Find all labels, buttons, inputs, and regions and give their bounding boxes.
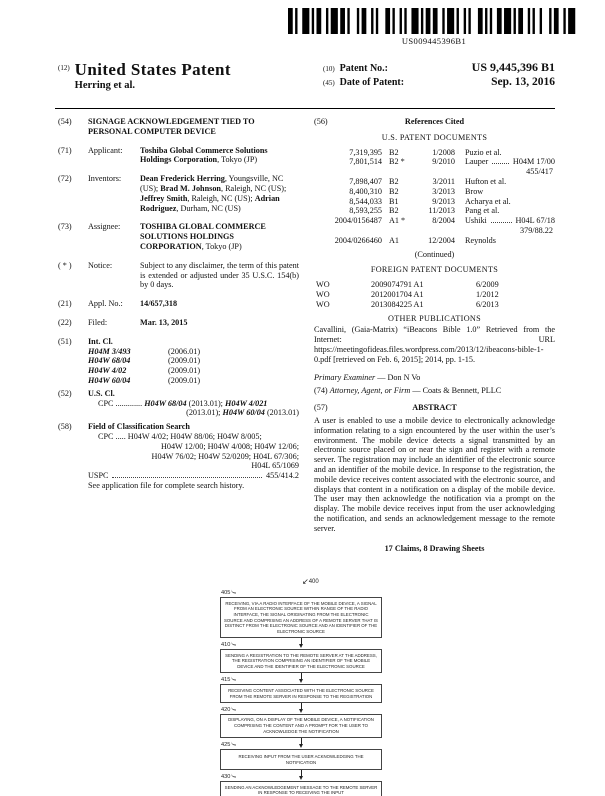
figure-arrow-icon: ↙: [302, 577, 309, 586]
ref-number: 2012001704 A1: [371, 289, 424, 299]
attorney-label: Attorney, Agent, or Firm: [329, 386, 411, 396]
notice-text: Subject to any disclaimer, the term of this patent is extended or adjusted under 35 U.S.C. 154(b) by 0 days.: [140, 260, 299, 290]
search-label: Field of Classification Search: [88, 422, 190, 432]
us-ref-row: [314, 177, 555, 187]
ref-date: 3/2013: [432, 186, 455, 196]
barcode-number: US009445396B1: [401, 36, 467, 46]
search-note: See application file for complete search history.: [88, 480, 245, 490]
ref-kind: A1: [389, 235, 400, 245]
us-ref-row: [314, 187, 555, 197]
class-version: (2009.01): [168, 366, 201, 376]
class-code: H04W 4/021: [225, 398, 268, 408]
ref-date: 1/2008: [432, 147, 455, 157]
flow-gap: [220, 738, 382, 749]
two-column-body: [58, 117, 555, 554]
inventor-location: , Durham, NC (US): [176, 203, 241, 213]
foreign-ref-row: [314, 300, 555, 310]
field-number: (51): [58, 336, 72, 346]
field-51-int-cl: [58, 337, 299, 386]
ref-kind: B2: [389, 176, 399, 186]
notice-label: Notice:: [88, 260, 113, 270]
abstract-text: A user is enabled to use a mobile device to electronically acknowledge information relating to a sign encountered by the user within the user’s environment. The mobile device detects a signal transmitted by an electronic source placed on or near the sign and register with a remote server. The registration may include an identifier of the electronic source and an identifier of the mobile device. In response to the registration, the mobile device receives content associated with the electronic source, and displays that content in a notification on a display of the mobile device. The user may then acknowledge the notification via a prompt on the display. The mobile device receives input from the user acknowledging the notification, and sends an acknowledgement message to the remote server.: [314, 415, 555, 533]
ref-date: 9/2010: [432, 157, 455, 167]
ref-name: Brow: [465, 186, 484, 196]
applicant-name: Toshiba Global Commerce Solutions Holdings Corporation: [140, 145, 268, 165]
class-code: H04W 68/04: [144, 398, 187, 408]
inventor-name: Brad M. Johnson: [160, 183, 221, 193]
ref-class: H04L 67/18: [515, 216, 555, 226]
inventor-shortname: Herring et al.: [74, 80, 136, 91]
patent-number-label: Patent No.:: [339, 63, 388, 74]
step-label: 430: [221, 774, 236, 780]
us-patent-documents-header: U.S. PATENT DOCUMENTS: [381, 132, 488, 142]
patent-number-value: US 9,445,396 B1: [471, 60, 555, 74]
assignee-label: Assignee:: [88, 222, 121, 232]
inventor-name: Dean Frederick Herring: [140, 174, 225, 184]
field-number: (74): [314, 386, 328, 396]
class-version: (2006.01): [168, 346, 201, 356]
ref-number: 2004/0266460: [334, 235, 382, 245]
ref-date: 12/2004: [428, 235, 455, 245]
ref-date: 11/2013: [428, 206, 455, 216]
search-cpc-line: H04W 76/02; H04W 52/0209; H04L 67/306;: [151, 451, 299, 461]
field-number: (57): [314, 403, 328, 413]
ref-number: 8,544,033: [349, 196, 382, 206]
step-label: 405: [221, 590, 236, 596]
field-number: ( * ): [58, 260, 72, 270]
inventor-name: Jeffrey Smith: [140, 193, 188, 203]
ref-date: 6/2013: [476, 299, 499, 309]
ref-kind: B2 *: [389, 157, 405, 167]
examiner-label: Primary Examiner: [314, 372, 376, 382]
applicant-location: , Tokyo (JP): [217, 155, 258, 165]
abstract-title: ABSTRACT: [412, 403, 457, 413]
applicant-label: Applicant:: [88, 145, 123, 155]
int-cl-row: [88, 347, 299, 357]
field-54-title: [58, 117, 299, 137]
appl-no-value: 14/657,318: [140, 299, 178, 309]
ref-name: Hufton et al.: [465, 176, 507, 186]
int-cl-row: [88, 376, 299, 386]
figure-reference: [220, 576, 382, 589]
barcode: [288, 8, 580, 46]
int-cl-label: Int. Cl.: [88, 336, 113, 346]
step-label: 415: [221, 677, 236, 683]
filed-value: Mar. 13, 2015: [140, 317, 188, 327]
field-number: (22): [58, 317, 72, 327]
assignee-value: [140, 222, 299, 251]
us-ref-row: [314, 148, 555, 158]
inventors-value: [140, 174, 299, 213]
ref-kind: B2: [389, 186, 399, 196]
class-version: (2013.01);: [186, 398, 226, 408]
search-cpc-line: H04L 65/1069: [251, 461, 299, 471]
claims-line: 17 Claims, 8 Drawing Sheets: [384, 544, 485, 554]
class-code: H04M 3/493: [88, 346, 131, 356]
continued-note: (Continued): [414, 249, 455, 259]
field-number: (56): [314, 117, 328, 126]
down-arrow-icon: [301, 703, 302, 711]
flow-gap: [220, 638, 382, 649]
down-arrow-icon: [301, 638, 302, 646]
header-left: [58, 60, 231, 91]
us-ref-class-cont: 379/88.22: [520, 225, 553, 235]
inventors-label: Inventors:: [88, 174, 122, 184]
ref-name: Lauper: [465, 157, 489, 167]
uspc-line: [88, 471, 299, 481]
flow-step-box: SENDING A REGISTRATION TO THE REMOTE SERVER AT THE ADDRESS, THE REGISTRATION COMPRISING AN IDENTIFIER OF THE MOBILE DEVICE AND THE IDENTIFIER OF THE ELECTRONIC SOURCE: [220, 649, 382, 673]
country-code: WO: [316, 280, 330, 290]
appl-no-label: Appl. No.:: [88, 299, 123, 309]
ref-name: Pang et al.: [465, 206, 500, 216]
us-ref-class-cont: 455/417: [526, 167, 553, 177]
filed-label: Filed:: [88, 317, 108, 327]
patent-date-value: Sep. 13, 2016: [491, 76, 555, 88]
country-code: WO: [316, 289, 330, 299]
dot-leader: [112, 476, 262, 478]
search-cpc-line: CPC ..... H04W 4/02; H04W 88/06; H04W 8/005;: [98, 431, 262, 441]
references-cited-header: [314, 117, 555, 127]
field-72-inventors: [58, 174, 299, 213]
figure-flowchart: [220, 576, 382, 796]
ref-class: H04M 17/00: [512, 157, 555, 167]
down-arrow-icon: [301, 673, 302, 681]
flow-gap: [220, 589, 382, 597]
us-ref-row: [314, 206, 555, 216]
inventor-location: , Youngsville, NC (US);: [140, 174, 284, 193]
field-number: (21): [58, 299, 72, 309]
down-arrow-icon: [301, 738, 302, 746]
ref-date: 1/2012: [476, 289, 499, 299]
foreign-documents-header: FOREIGN PATENT DOCUMENTS: [370, 265, 499, 275]
assignee-name: TOSHIBA GLOBAL COMMERCE SOLUTIONS HOLDINGS CORPORATION: [140, 222, 266, 251]
int-cl-row: [88, 366, 299, 376]
flow-gap: [220, 770, 382, 781]
class-version: (2009.01): [168, 356, 201, 366]
ref-number: 7,319,395: [349, 147, 382, 157]
field-52-us-cl: [58, 389, 299, 418]
applicant-value: [140, 146, 299, 166]
code-10: (10): [323, 65, 335, 73]
field-22-filed: [58, 318, 299, 328]
step-label: 425: [221, 742, 236, 748]
class-code: H04W 68/04: [88, 356, 131, 366]
patent-number-row: [323, 60, 555, 75]
flow-gap: [220, 673, 382, 684]
ref-kind: B2: [389, 206, 399, 216]
other-publication-text: Cavallini, (Gaia-Matrix) “iBeacons Bible 1.0” Retrieved from the Internet: URL https://meetingofideas.files.wordpress.com/2013/12/ibeacons-bible-1-0.pdf [retrieved on Feb. 6, 2015]; 2014, pp. 1-15.: [314, 325, 555, 364]
inventor-location: , Raleigh, NC (US);: [187, 193, 255, 203]
us-cl-line1: [88, 399, 299, 409]
inventor-name: Adrian Rodriguez: [140, 193, 280, 213]
left-column: [58, 117, 299, 554]
ref-date: 9/2013: [432, 196, 455, 206]
field-number: (52): [58, 388, 72, 398]
foreign-ref-row: [314, 280, 555, 290]
country-code: WO: [316, 299, 330, 309]
class-code: H04W 4/02: [88, 366, 127, 376]
field-21-appl-no: [58, 299, 299, 309]
ref-number: 2013084225 A1: [371, 299, 424, 309]
code-45: (45): [323, 79, 335, 87]
flow-step-box: SENDING AN ACKNOWLEDGEMENT MESSAGE TO THE REMOTE SERVER IN RESPONSE TO RECEIVING THE INPUT: [220, 781, 382, 796]
class-version: (2013.01): [264, 408, 299, 418]
header-divider: [55, 108, 555, 109]
ref-kind: A1 *: [389, 216, 406, 226]
kind-code-12: (12): [58, 64, 70, 72]
step-label: 410: [221, 642, 236, 648]
ref-number: 7,801,514: [349, 157, 382, 167]
figure-number: 400: [308, 579, 319, 585]
inventor-location: , Raleigh, NC (US);: [221, 183, 287, 193]
class-code: H04W 60/04: [88, 375, 131, 385]
cpc-prefix: CPC .............: [98, 398, 145, 408]
search-cpc-line: H04W 12/00; H04W 4/008; H04W 12/06;: [160, 441, 299, 451]
page-title: United States Patent: [74, 60, 231, 79]
us-cl-line2: [88, 408, 299, 418]
dot-leader: [492, 162, 509, 164]
abstract-header: [314, 403, 555, 413]
field-73-assignee: [58, 222, 299, 251]
header-right: [323, 60, 555, 91]
ref-kind: B1: [389, 196, 399, 206]
right-column: [314, 117, 555, 554]
ref-number: 7,898,407: [349, 176, 382, 186]
dot-leader: [491, 221, 512, 223]
us-ref-row: [314, 216, 555, 226]
page-header: [58, 60, 555, 91]
field-notice: [58, 261, 299, 290]
barcode-image: [288, 8, 580, 34]
ref-name: Reynolds: [465, 235, 496, 245]
field-number: (58): [58, 422, 72, 432]
flow-gap: [220, 703, 382, 714]
ref-name: Ushiki: [465, 216, 487, 226]
uspc-value: 455/414.2: [266, 471, 299, 481]
primary-examiner-line: [314, 373, 555, 383]
field-number: (72): [58, 174, 72, 184]
us-ref-row: [314, 236, 555, 246]
flow-step-box: RECEIVING INPUT FROM THE USER ACKNOWLEDGING THE NOTIFICATION: [220, 749, 382, 770]
attorney-name: — Coats & Bennett, PLLC: [410, 386, 502, 396]
class-code: H04W 60/04: [222, 408, 265, 418]
patent-date-label: Date of Patent:: [339, 77, 405, 88]
ref-date: 6/2009: [476, 280, 499, 290]
attorney-line: [314, 386, 555, 396]
ref-number: 2004/0156487: [334, 216, 382, 226]
int-cl-row: [88, 356, 299, 366]
other-publications-header: OTHER PUBLICATIONS: [388, 313, 481, 323]
field-58-search: [58, 422, 299, 491]
ref-number: 8,593,255: [349, 206, 382, 216]
uspc-label: USPC: [88, 471, 109, 481]
us-cl-label: U.S. Cl.: [88, 388, 115, 398]
ref-number: 8,400,310: [349, 186, 382, 196]
class-version: (2009.01): [168, 375, 201, 385]
ref-kind: B2: [389, 147, 399, 157]
step-label: 420: [221, 707, 236, 713]
field-number: (71): [58, 145, 72, 155]
ref-date: 3/2011: [432, 176, 455, 186]
flow-step-box: RECEIVING CONTENT ASSOCIATED WITH THE ELECTRONIC SOURCE FROM THE REMOTE SERVER IN RESPONSE TO THE REGISTRATION: [220, 684, 382, 702]
references-cited-title: References Cited: [404, 117, 465, 126]
ref-name: Acharya et al.: [465, 196, 511, 206]
foreign-ref-row: [314, 290, 555, 300]
ref-number: 2009074791 A1: [371, 280, 424, 290]
ref-date: 8/2004: [432, 216, 455, 226]
field-number: (54): [58, 117, 72, 126]
assignee-location: , Tokyo (JP): [201, 241, 242, 251]
us-ref-row: [314, 197, 555, 207]
flow-step-box: DISPLAYING, ON A DISPLAY OF THE MOBILE DEVICE, A NOTIFICATION COMPRISING THE CONTENT AND A PROMPT FOR THE USER TO ACKNOWLEDGE THE NOTIFICATION: [220, 714, 382, 738]
flow-step-box: RECEIVING, VIA A RADIO INTERFACE OF THE MOBILE DEVICE, A SIGNAL FROM AN ELECTRONIC SOURCE WITHIN RANGE OF THE RADIO INTERFACE, THE SIGNAL ORIGINATING FROM THE ELECTRONIC SOURCE AND COMPRISING AN ADDRESS OF A REMOTE SERVER THAT IS DISTINCT FROM THE ELECTRONIC SOURCE AND AN IDENTIFIER OF THE ELECTRONIC SOURCE: [220, 597, 382, 638]
examiner-name: — Don N Vo: [375, 372, 421, 382]
us-ref-row: [314, 157, 555, 167]
class-version: (2013.01);: [186, 408, 223, 418]
field-71-applicant: [58, 146, 299, 166]
invention-title: SIGNAGE ACKNOWLEDGEMENT TIED TO PERSONAL COMPUTER DEVICE: [88, 117, 255, 136]
down-arrow-icon: [301, 770, 302, 778]
ref-name: Puzio et al.: [465, 147, 502, 157]
field-number: (73): [58, 222, 72, 232]
patent-date-row: [323, 76, 555, 88]
